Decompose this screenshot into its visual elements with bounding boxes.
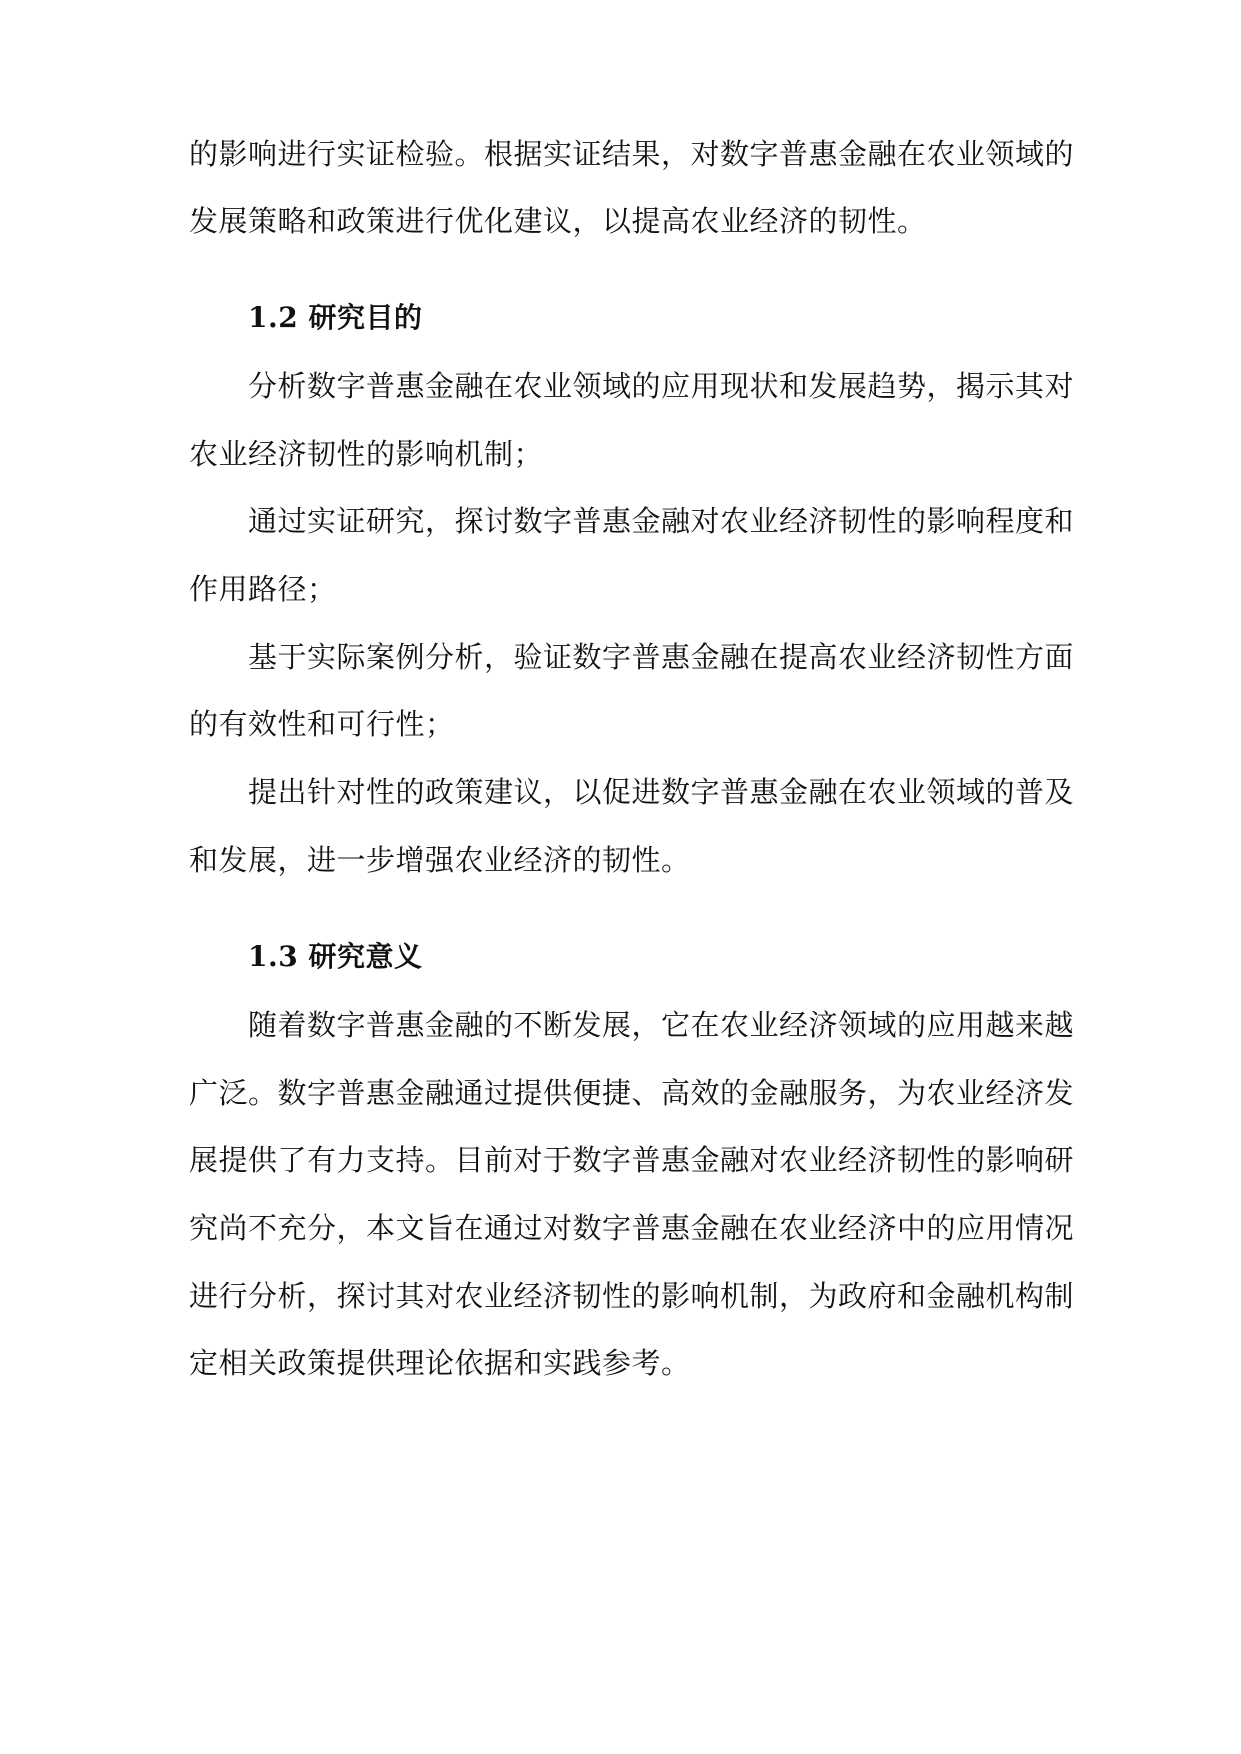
paragraph-line: 究尚不充分，本文旨在通过对数字普惠金融在农业经济中的应用情况 xyxy=(189,1211,1075,1245)
paragraph-line: 农业经济韧性的影响机制； xyxy=(189,437,544,471)
intro-line: 的影响进行实证检验。根据实证结果，对数字普惠金融在农业领域的 xyxy=(189,137,1075,171)
intro-line: 发展策略和政策进行优化建议，以提高农业经济的韧性。 xyxy=(189,204,927,238)
paragraph-line: 分析数字普惠金融在农业领域的应用现状和发展趋势，揭示其对 xyxy=(248,369,1075,403)
paragraph-line: 和发展，进一步增强农业经济的韧性。 xyxy=(189,843,691,877)
paragraph-line: 进行分析，探讨其对农业经济韧性的影响机制，为政府和金融机构制 xyxy=(189,1279,1075,1313)
section-heading-1-2: 1.2 研究目的 xyxy=(248,301,423,334)
paragraph-line: 随着数字普惠金融的不断发展，它在农业经济领域的应用越来越 xyxy=(248,1008,1075,1042)
paragraph-line: 广泛。数字普惠金融通过提供便捷、高效的金融服务，为农业经济发 xyxy=(189,1076,1075,1110)
paragraph-line: 提出针对性的政策建议，以促进数字普惠金融在农业领域的普及 xyxy=(248,775,1075,809)
paragraph-line: 展提供了有力支持。目前对于数字普惠金融对农业经济韧性的影响研 xyxy=(189,1143,1075,1177)
paragraph-line: 作用路径； xyxy=(189,572,337,606)
paragraph-line: 的有效性和可行性； xyxy=(189,707,455,741)
paragraph-line: 基于实际案例分析，验证数字普惠金融在提高农业经济韧性方面 xyxy=(248,640,1075,674)
paragraph-line: 定相关政策提供理论依据和实践参考。 xyxy=(189,1346,691,1380)
section-heading-1-3: 1.3 研究意义 xyxy=(248,940,423,973)
paragraph-line: 通过实证研究，探讨数字普惠金融对农业经济韧性的影响程度和 xyxy=(248,504,1075,538)
